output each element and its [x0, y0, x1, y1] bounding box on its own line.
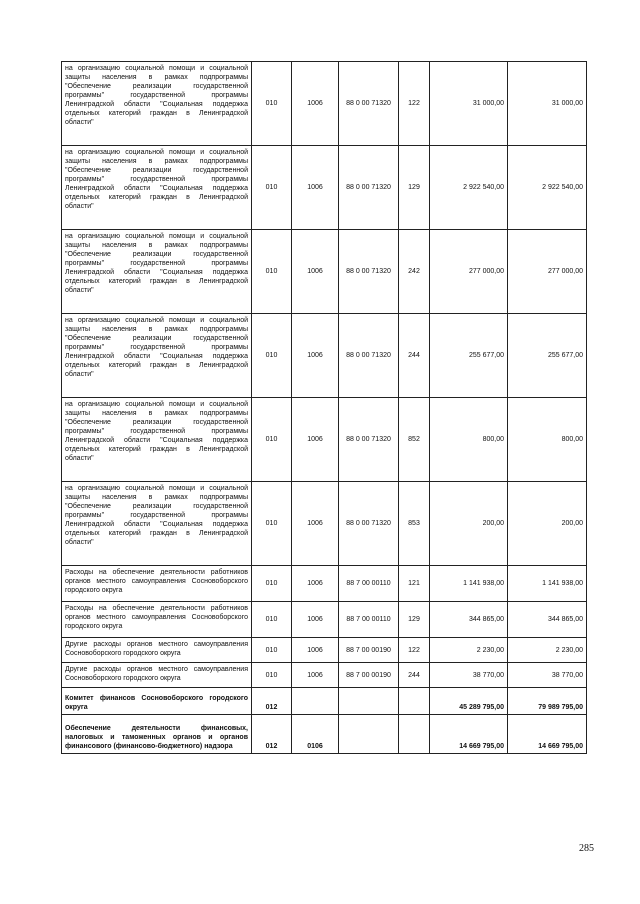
target-article-code: 88 0 00 71320	[339, 230, 399, 314]
table-row	[62, 482, 587, 566]
row-description: на организацию социальной помощи и социальной защиты населения в рамках подпрограммы "Обеспечение реализации государственной программы" государственной программы Ленинградской области "Социальная поддержка отдельных категорий граждан в Ленинградской области"	[62, 398, 252, 482]
expense-type-code: 122	[399, 62, 430, 146]
department-code: 010	[252, 566, 292, 602]
target-article-code: 88 0 00 71320	[339, 314, 399, 398]
expense-type-code: 242	[399, 230, 430, 314]
department-code: 010	[252, 638, 292, 663]
department-code: 012	[252, 715, 292, 754]
table-row	[62, 663, 587, 688]
department-code: 010	[252, 314, 292, 398]
target-article-code: 88 7 00 00190	[339, 663, 399, 688]
row-description: на организацию социальной помощи и социальной защиты населения в рамках подпрограммы "Обеспечение реализации государственной программы" государственной программы Ленинградской области "Социальная поддержка отдельных категорий граждан в Ленинградской области"	[62, 230, 252, 314]
section-code: 1006	[292, 146, 339, 230]
section-code: 1006	[292, 230, 339, 314]
department-code: 010	[252, 482, 292, 566]
section-code: 1006	[292, 482, 339, 566]
amount-year-2: 277 000,00	[508, 230, 587, 314]
row-description: на организацию социальной помощи и социальной защиты населения в рамках подпрограммы "Обеспечение реализации государственной программы" государственной программы Ленинградской области "Социальная поддержка отдельных категорий граждан в Ленинградской области"	[62, 62, 252, 146]
amount-year-1: 14 669 795,00	[430, 715, 508, 754]
target-article-code: 88 0 00 71320	[339, 398, 399, 482]
amount-year-2: 800,00	[508, 398, 587, 482]
row-description: Комитет финансов Сосновоборского городского округа	[62, 688, 252, 715]
target-article-code	[339, 688, 399, 715]
row-description: Другие расходы органов местного самоуправления Сосновоборского городского округа	[62, 638, 252, 663]
expense-type-code: 129	[399, 146, 430, 230]
section-code: 1006	[292, 602, 339, 638]
amount-year-1: 31 000,00	[430, 62, 508, 146]
department-code: 010	[252, 602, 292, 638]
amount-year-1: 1 141 938,00	[430, 566, 508, 602]
expense-type-code: 244	[399, 663, 430, 688]
amount-year-2: 1 141 938,00	[508, 566, 587, 602]
budget-table	[61, 61, 587, 754]
table-row	[62, 638, 587, 663]
amount-year-1: 200,00	[430, 482, 508, 566]
amount-year-2: 255 677,00	[508, 314, 587, 398]
row-description: Расходы на обеспечение деятельности работников органов местного самоуправления Сосновоборского городского округа	[62, 602, 252, 638]
target-article-code: 88 7 00 00110	[339, 602, 399, 638]
table-row-total	[62, 715, 587, 754]
amount-year-1: 45 289 795,00	[430, 688, 508, 715]
table-row	[62, 62, 587, 146]
target-article-code: 88 0 00 71320	[339, 62, 399, 146]
amount-year-2: 2 922 540,00	[508, 146, 587, 230]
amount-year-1: 800,00	[430, 398, 508, 482]
table-row	[62, 230, 587, 314]
target-article-code	[339, 715, 399, 754]
table-row	[62, 146, 587, 230]
department-code: 010	[252, 663, 292, 688]
target-article-code: 88 0 00 71320	[339, 146, 399, 230]
section-code: 0106	[292, 715, 339, 754]
section-code: 1006	[292, 638, 339, 663]
expense-type-code: 853	[399, 482, 430, 566]
amount-year-1: 38 770,00	[430, 663, 508, 688]
section-code: 1006	[292, 62, 339, 146]
expense-type-code	[399, 688, 430, 715]
department-code: 010	[252, 230, 292, 314]
row-description: Другие расходы органов местного самоуправления Сосновоборского городского округа	[62, 663, 252, 688]
page-number: 285	[579, 843, 594, 854]
department-code: 010	[252, 398, 292, 482]
row-description: на организацию социальной помощи и социальной защиты населения в рамках подпрограммы "Обеспечение реализации государственной программы" государственной программы Ленинградской области "Социальная поддержка отдельных категорий граждан в Ленинградской области"	[62, 146, 252, 230]
expense-type-code: 244	[399, 314, 430, 398]
row-description: на организацию социальной помощи и социальной защиты населения в рамках подпрограммы "Обеспечение реализации государственной программы" государственной программы Ленинградской области "Социальная поддержка отдельных категорий граждан в Ленинградской области"	[62, 482, 252, 566]
amount-year-2: 2 230,00	[508, 638, 587, 663]
section-code: 1006	[292, 398, 339, 482]
amount-year-1: 344 865,00	[430, 602, 508, 638]
department-code: 010	[252, 62, 292, 146]
amount-year-2: 200,00	[508, 482, 587, 566]
section-code: 1006	[292, 566, 339, 602]
expense-type-code: 852	[399, 398, 430, 482]
table-row	[62, 398, 587, 482]
section-code	[292, 688, 339, 715]
expense-type-code: 129	[399, 602, 430, 638]
target-article-code: 88 7 00 00190	[339, 638, 399, 663]
amount-year-2: 38 770,00	[508, 663, 587, 688]
target-article-code: 88 0 00 71320	[339, 482, 399, 566]
section-code: 1006	[292, 663, 339, 688]
table-row	[62, 314, 587, 398]
row-description: на организацию социальной помощи и социальной защиты населения в рамках подпрограммы "Обеспечение реализации государственной программы" государственной программы Ленинградской области "Социальная поддержка отдельных категорий граждан в Ленинградской области"	[62, 314, 252, 398]
table-row	[62, 566, 587, 602]
amount-year-2: 14 669 795,00	[508, 715, 587, 754]
amount-year-2: 31 000,00	[508, 62, 587, 146]
row-description: Обеспечение деятельности финансовых, налоговых и таможенных органов и органов финансового (финансово-бюджетного) надзора	[62, 715, 252, 754]
amount-year-2: 79 989 795,00	[508, 688, 587, 715]
row-description: Расходы на обеспечение деятельности работников органов местного самоуправления Сосновоборского городского округа	[62, 566, 252, 602]
amount-year-2: 344 865,00	[508, 602, 587, 638]
department-code: 010	[252, 146, 292, 230]
expense-type-code: 122	[399, 638, 430, 663]
table-row-total	[62, 688, 587, 715]
table-row	[62, 602, 587, 638]
amount-year-1: 255 677,00	[430, 314, 508, 398]
department-code: 012	[252, 688, 292, 715]
amount-year-1: 2 230,00	[430, 638, 508, 663]
section-code: 1006	[292, 314, 339, 398]
expense-type-code: 121	[399, 566, 430, 602]
target-article-code: 88 7 00 00110	[339, 566, 399, 602]
expense-type-code	[399, 715, 430, 754]
amount-year-1: 2 922 540,00	[430, 146, 508, 230]
amount-year-1: 277 000,00	[430, 230, 508, 314]
